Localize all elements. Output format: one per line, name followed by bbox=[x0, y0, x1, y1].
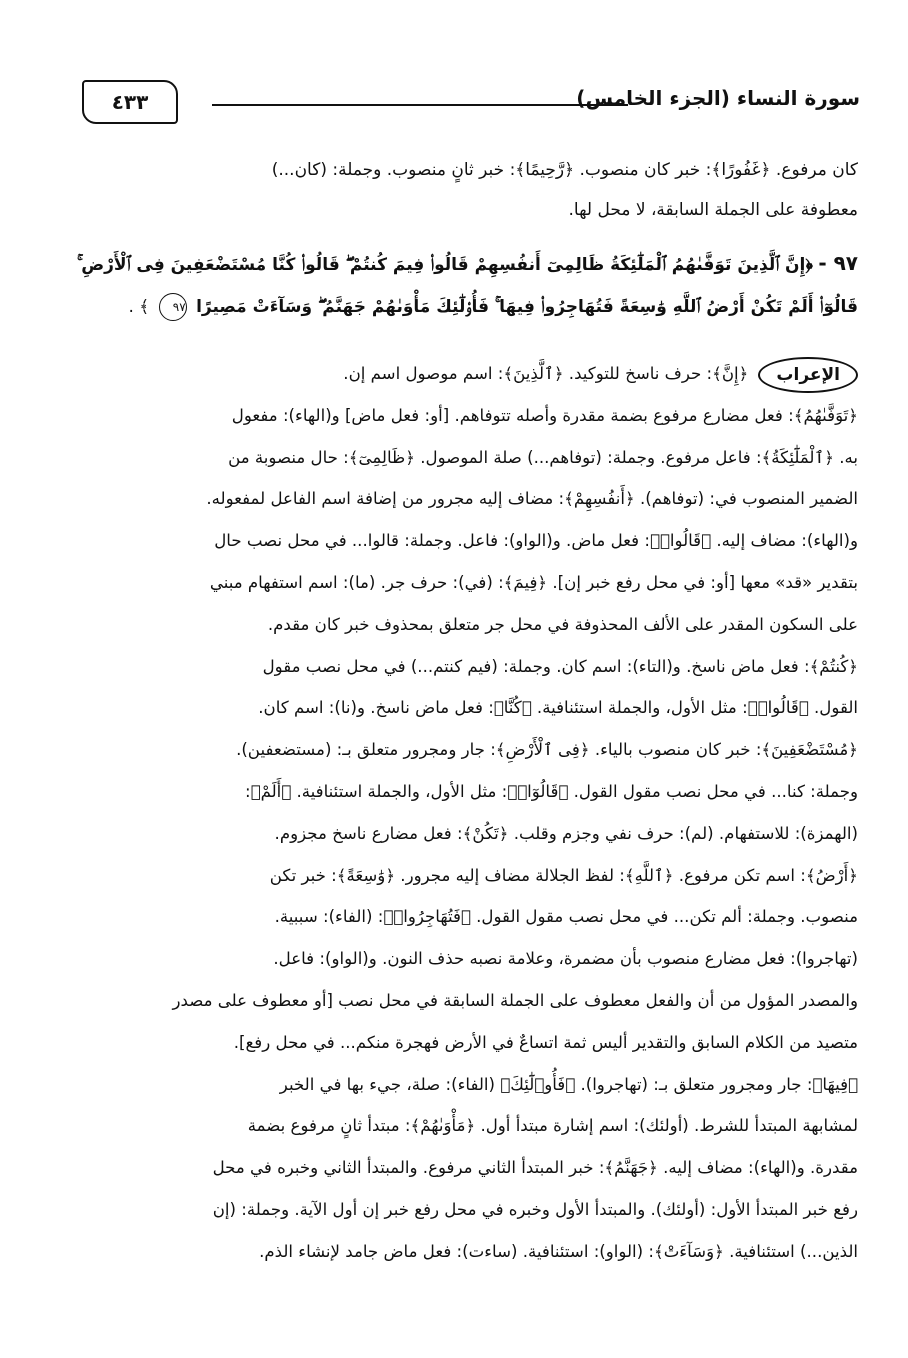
irab-line: على السكون المقدر على الألف المحذوفة في محل جر متعلق بمحذوف خبر كان مقدم. bbox=[267, 614, 858, 634]
ayah-number-mark: ٩٧ bbox=[159, 293, 187, 321]
irab-badge: الإعراب bbox=[758, 357, 858, 393]
irab-line: متصيد من الكلام السابق والتقدير أليس ثمة اتساعٌ في الأرض فهجرة منكم... في محل رفع]. bbox=[233, 1032, 858, 1052]
irab-line: منصوب. وجملة: ألم تكن... في محل نصب مقول القول. ﴿فَتُهَاجِرُوا۟﴾: (الفاء): سببية. bbox=[274, 907, 858, 927]
irab-line: بتقدير «قد» معها [أو: في محل رفع خبر إن]. ﴿فِيمَ﴾: (في): حرف جر. (ما): اسم استفهام مبني bbox=[209, 572, 858, 592]
irab-line: مقدرة. و(الهاء): مضاف إليه. ﴿جَهَنَّمُ﴾: خبر المبتدأ الثاني مرفوع. والمبتدأ الثاني وخبره في محل bbox=[212, 1158, 858, 1178]
irab-line: (الهمزة): للاستفهام. (لم): حرف نفي وجزم وقلب. ﴿تَكُنْ﴾: فعل مضارع ناسخ مجزوم. bbox=[274, 823, 858, 843]
intro-line: معطوفة على الجملة السابقة، لا محل لها. bbox=[568, 200, 858, 220]
verse-text-1: ﴿إِنَّ ٱلَّذِينَ تَوَفَّىٰهُمُ ٱلْمَلَٰٓئِكَةُ ظَالِمِىٓ أَنفُسِهِمْ قَالُوا۟ فِيمَ كُنتُمْ ۖ قَالُوا۟ كُنَّا مُسْتَضْعَفِينَ فِى ٱلْأَرْضِ ۚ bbox=[77, 255, 813, 275]
verse-close: ﴾ . bbox=[128, 297, 150, 317]
page-number: ٤٣٣ bbox=[82, 80, 178, 124]
page-header bbox=[82, 78, 860, 128]
irab-line: ﴿تَوَفَّىٰهُمُ﴾: فعل مضارع مرفوع بضمة مقدرة وأصله تتوفاهم. [أو: فعل ماض] و(الهاء): مفعول bbox=[231, 405, 858, 425]
header-rule bbox=[212, 104, 628, 106]
irab-line: ﴿كُنتُمْ﴾: فعل ماض ناسخ. و(التاء): اسم كان. وجملة: (فيم كنتم...) في محل نصب مقول bbox=[262, 656, 858, 676]
irab-line: به. ﴿ٱلْمَلَٰٓئِكَةُ﴾: فاعل مرفوع. وجملة: (توفاهم...) صلة الموصول. ﴿ظَالِمِىٓ﴾: حال منصوبة من bbox=[228, 447, 858, 467]
surah-title: سورة النساء (الجزء الخامس) bbox=[576, 86, 860, 110]
verse-number: ٩٧ - bbox=[818, 251, 858, 275]
irab-section bbox=[58, 353, 858, 1273]
irab-line: القول. ﴿قَالُوا۟﴾: مثل الأول، والجملة استئنافية. ﴿كُنَّا﴾: فعل ماض ناسخ. و(نا): اسم كان. bbox=[258, 698, 858, 718]
irab-line: لمشابهة المبتدأ للشرط. (أولئك): اسم إشارة مبتدأ أول. ﴿مَأْوَىٰهُمْ﴾: مبتدأ ثانٍ مرفوع بضمة bbox=[247, 1116, 858, 1136]
irab-line: الذين...) استئنافية. ﴿وَسَآءَتْ﴾: (الواو): استئنافية. (ساءت): فعل ماض جامد لإنشاء الذم. bbox=[259, 1241, 858, 1261]
irab-line: والمصدر المؤول من أن والفعل معطوف على الجملة السابقة في محل نصب [أو معطوف على مصدر bbox=[172, 990, 858, 1010]
intro-paragraph bbox=[58, 150, 858, 230]
intro-line: كان مرفوع. ﴿غَفُورًا﴾: خبر كان منصوب. ﴿رَّحِيمًا﴾: خبر ثانٍ منصوب. وجملة: (كان...) bbox=[271, 160, 858, 180]
irab-line: ﴿فِيهَا﴾: جار ومجرور متعلق بـ: (تهاجروا). ﴿فَأُو۟لَٰٓئِكَ﴾ (الفاء): صلة، جيء بها في الخبر bbox=[279, 1074, 858, 1094]
verse-line-1 bbox=[58, 242, 858, 286]
verse-line-2 bbox=[58, 286, 858, 328]
irab-line: (تهاجروا): فعل مضارع منصوب بأن مضمرة، وعلامة نصبه حذف النون. و(الواو): فاعل. bbox=[273, 949, 858, 969]
verse-text-2: قَالُوٓا۟ أَلَمْ تَكُنْ أَرْضُ ٱللَّهِ وَٰسِعَةً فَتُهَاجِرُوا۟ فِيهَا ۚ فَأُو۟لَٰٓئِكَ مَأْوَىٰهُمْ جَهَنَّمُ ۖ وَسَآءَتْ مَصِيرًا bbox=[196, 297, 858, 317]
irab-line: ﴿إِنَّ﴾: حرف ناسخ للتوكيد. ﴿ٱلَّذِينَ﴾: اسم موصول اسم إن. bbox=[343, 364, 749, 383]
verse-block bbox=[58, 242, 858, 328]
irab-line: الضمير المنصوب في: (توفاهم). ﴿أَنفُسِهِمْ﴾: مضاف إليه مجرور من إضافة اسم الفاعل لمفعوله. bbox=[206, 489, 858, 509]
irab-line: ﴿مُسْتَضْعَفِينَ﴾: خبر كان منصوب بالياء. ﴿فِى ٱلْأَرْضِ﴾: جار ومجرور متعلق بـ: (مستضعفين). bbox=[236, 740, 858, 760]
irab-line: ﴿أَرْضُ﴾: اسم تكن مرفوع. ﴿ٱللَّهِ﴾: لفظ الجلالة مضاف إليه مجرور. ﴿وَٰسِعَةً﴾: خبر تكن bbox=[269, 865, 858, 885]
irab-line: وجملة: كنا... في محل نصب مقول القول. ﴿قَالُوٓا۟﴾: مثل الأول، والجملة استئنافية. ﴿أَلَمْ﴾: bbox=[245, 781, 858, 801]
irab-line: و(الهاء): مضاف إليه. ﴿قَالُوا۟﴾: فعل ماض. و(الواو): فاعل. وجملة: قالوا... في محل نصب حال bbox=[214, 531, 858, 551]
irab-line: رفع خبر المبتدأ الأول: (أولئك). والمبتدأ الأول وخبره في محل رفع خبر إن أول الآية. وجملة: (إن bbox=[212, 1199, 858, 1219]
